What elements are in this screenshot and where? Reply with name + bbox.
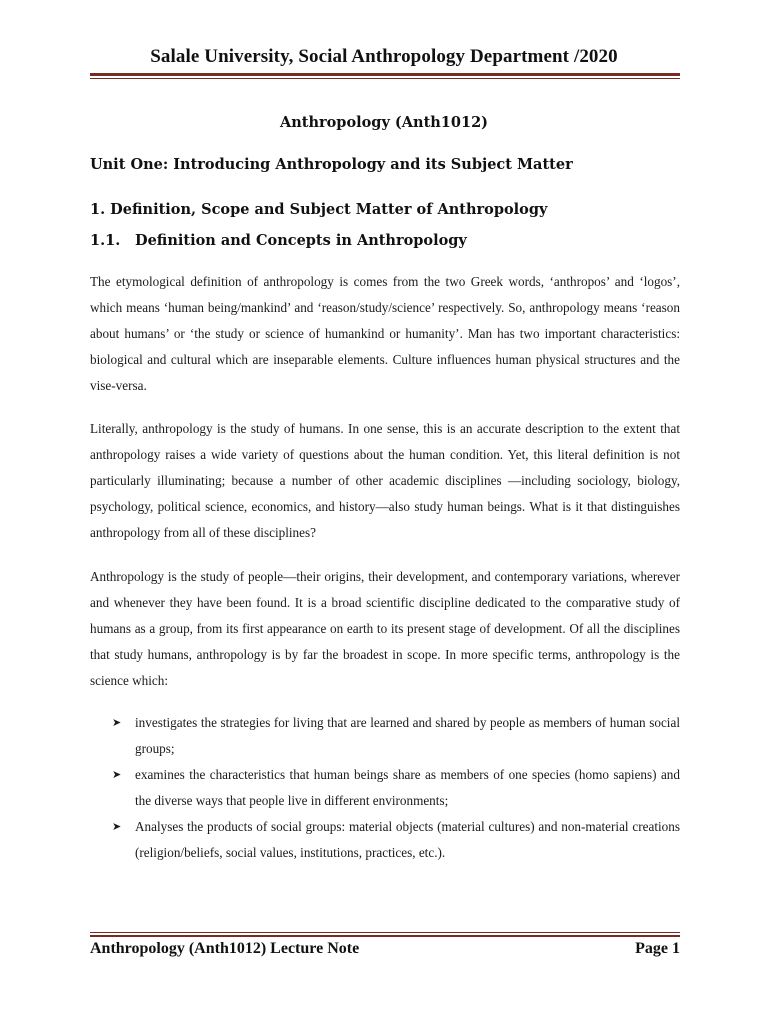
list-item-text: examines the characteristics that human beings share as members of one species (homo sapiens) and the diverse ways that people live in different environments; (135, 767, 680, 808)
list-item (90, 762, 680, 814)
list-item (90, 710, 680, 762)
arrow-bullet-icon: ➤ (112, 717, 122, 729)
footer-lecture-note: Anthropology (Anth1012) Lecture Note (90, 940, 360, 957)
footer-rule-thick (90, 935, 680, 937)
subsection-title: Definition and Concepts in Anthropology (135, 232, 467, 249)
subsection-number: 1.1. (90, 232, 121, 249)
paragraph-literal-definition: Literally, anthropology is the study of humans. In one sense, this is an accurate description to the extent that anthropology raises a wide variety of questions about the human condition. Yet, this literal definition is not particularly illuminating; because a number of other academic disciplines —including sociology, biology, psychology, political science, economics, and history—also study human beings. What is it that distinguishes anthropology from all of these disciplines? (90, 421, 680, 540)
paragraph-study-of-people: Anthropology is the study of people—their origins, their development, and contemporary variations, wherever and whenever they have been found. It is a broad scientific discipline dedicated to the comparative study of humans as a group, from its first appearance on earth to its present stage of development. Of all the disciplines that study humans, anthropology is by far the broadest in scope. In more specific terms, anthropology is the science which: (90, 569, 680, 688)
list-item (90, 814, 680, 866)
subsection-heading (90, 232, 467, 249)
paragraph-etymology: The etymological definition of anthropology is comes from the two Greek words, ‘anthropos’ and ‘logos’, which means ‘human being/mankind’ and ‘reason/study/science’ respectively. So, anthropology means ‘reason about humans’ or ‘the study or science of humankind or humanity’. Man has two important characteristics: biological and cultural which are inseparable elements. Culture influences human physical structures and the vise-versa. (90, 274, 680, 393)
footer-rule-thin (90, 932, 680, 933)
course-title: Anthropology (Anth1012) (279, 114, 489, 131)
list-item-text: investigates the strategies for living that are learned and shared by people as members of human social groups; (135, 715, 680, 756)
header-rule-thin (90, 78, 680, 79)
header-rule-thick (90, 73, 680, 76)
arrow-bullet-icon: ➤ (112, 769, 122, 781)
page-number: Page 1 (635, 940, 680, 957)
unit-title: Unit One: Introducing Anthropology and its Subject Matter (90, 156, 573, 173)
anthropology-science-list (90, 710, 680, 866)
arrow-bullet-icon: ➤ (112, 821, 122, 833)
page-header-title: Salale University, Social Anthropology Department /2020 (150, 46, 618, 67)
section-title: 1. Definition, Scope and Subject Matter of Anthropology (90, 201, 548, 218)
list-item-text: Analyses the products of social groups: material objects (material cultures) and non-material creations (religion/beliefs, social values, institutions, practices, etc.). (135, 819, 680, 860)
